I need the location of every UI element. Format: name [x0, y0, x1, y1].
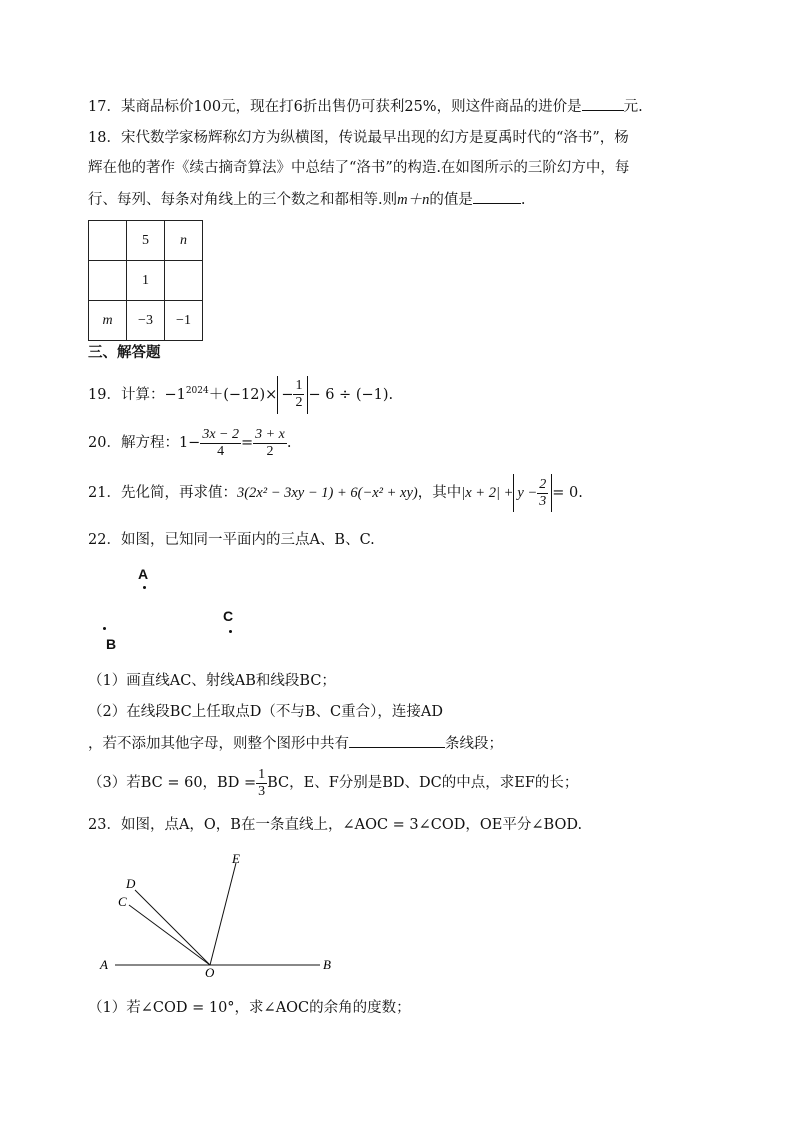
numerator: 1 — [258, 766, 266, 782]
question-20 — [88, 424, 291, 462]
question-text: 某商品标价100元，现在打6折出售仍可获利25%，则这件商品的进价是 — [120, 99, 582, 115]
question-text: 如图，已知同一平面内的三点A、B、C. — [120, 532, 375, 548]
question-text: 的值是 — [429, 192, 473, 208]
numerator: 1 — [295, 378, 303, 394]
math-term: −1 — [164, 386, 186, 403]
math-expression: 3(2x² − 3xy − 1) + 6(−x² + xy) — [236, 485, 418, 501]
numerator: 3 + x — [255, 426, 285, 442]
cell: −3 — [127, 301, 165, 341]
denominator: 4 — [217, 443, 225, 459]
question-label: 计算： — [120, 386, 165, 403]
question-number: 23． — [88, 817, 121, 833]
question-22-part-2-cont — [88, 733, 503, 754]
numerator: 2 — [539, 477, 547, 493]
question-21 — [88, 474, 583, 512]
question-19 — [88, 372, 393, 414]
denominator: 2 — [295, 395, 303, 411]
question-23 — [88, 815, 582, 835]
label-b: B — [323, 957, 331, 972]
question-22-part-3 — [88, 764, 578, 802]
ray-od — [135, 890, 210, 965]
fraction — [537, 477, 548, 510]
magic-square-table — [88, 220, 203, 341]
fraction — [293, 378, 304, 411]
math-term: = 0 — [552, 485, 579, 501]
label-a: A — [100, 957, 108, 972]
question-text: 行、每列、每条对角线上的三个数之和都相等.则 — [88, 192, 398, 208]
question-text: 如图，点A，O，B在一条直线上，∠AOC = 3∠COD，OE平分∠BOD. — [120, 817, 583, 833]
question-number: 21． — [88, 485, 121, 501]
denominator: 3 — [258, 783, 266, 799]
question-number: 17． — [88, 99, 121, 115]
math-term: 1− — [178, 435, 201, 451]
question-text: （3）若BC = 60，BD = — [88, 775, 257, 791]
question-17 — [88, 96, 643, 117]
unit-text: 元. — [623, 99, 643, 115]
question-22-part-2: （2）在线段BC上任取点D（不与B、C重合），连接AD — [88, 704, 443, 720]
math-term: |x + 2| + — [461, 485, 514, 501]
section-heading: 三、解答题 — [88, 344, 161, 361]
answer-blank[interactable] — [582, 96, 624, 111]
cell: −1 — [165, 301, 203, 341]
cell — [89, 261, 127, 301]
minus-sign: − — [281, 386, 294, 403]
point-label-b: B — [106, 636, 117, 652]
equals-sign: = — [241, 435, 254, 451]
cell — [89, 221, 127, 261]
ray-oe — [210, 863, 236, 965]
question-22 — [88, 530, 375, 550]
question-text: ，其中 — [417, 485, 462, 501]
point-a-dot — [143, 586, 146, 589]
fraction — [253, 427, 287, 460]
cell: 5 — [127, 221, 165, 261]
period: . — [578, 485, 583, 501]
absolute-value — [277, 376, 308, 414]
question-number: 20． — [88, 435, 121, 451]
ray-oc — [129, 905, 210, 965]
period: . — [286, 435, 292, 451]
math-term: y − — [517, 485, 538, 501]
period: . — [520, 192, 526, 208]
question-text: 条线段； — [445, 736, 503, 752]
question-22-part-1: （1）画直线AC、射线AB和线段BC； — [88, 673, 336, 689]
math-term: − 6 ÷ (−1). — [308, 386, 394, 403]
point-c-dot — [229, 630, 232, 633]
denominator: 3 — [539, 494, 547, 510]
answer-blank[interactable] — [473, 189, 521, 204]
absolute-value — [513, 474, 552, 512]
question-number: 18． — [88, 130, 121, 146]
label-o: O — [205, 965, 215, 980]
question-23-part-1: （1）若∠COD = 10°，求∠AOC的余角的度数； — [88, 1000, 411, 1016]
point-b-dot — [103, 627, 106, 630]
question-number: 19． — [88, 386, 121, 403]
fraction — [200, 427, 241, 460]
numerator: 3x − 2 — [202, 426, 239, 442]
math-term: ＋(−12)× — [208, 386, 278, 403]
cell: m — [89, 301, 127, 341]
angle-diagram — [95, 848, 345, 983]
question-text: 宋代数学家杨辉称幻方为纵横图，传说最早出现的幻方是夏禹时代的“洛书”，杨 — [120, 130, 629, 146]
question-18-line-3 — [88, 189, 525, 210]
label-c: C — [118, 894, 127, 909]
exponent: 2024 — [185, 386, 209, 396]
question-label: 先化简，再求值： — [120, 485, 237, 501]
label-e: E — [232, 851, 240, 866]
cell: n — [165, 221, 203, 261]
question-number: 22． — [88, 532, 121, 548]
question-18-line-1 — [88, 128, 629, 148]
question-18-line-2: 辉在他的著作《续古摘奇算法》中总结了“洛书”的构造.在如图所示的三阶幻方中，每 — [88, 160, 630, 176]
answer-blank[interactable] — [349, 733, 445, 748]
point-label-c: C — [223, 608, 234, 624]
point-label-a: A — [138, 566, 149, 582]
math-expression: m＋n — [397, 192, 430, 208]
label-d: D — [126, 876, 136, 891]
cell: 1 — [127, 261, 165, 301]
cell — [165, 261, 203, 301]
denominator: 2 — [266, 443, 274, 459]
question-label: 解方程： — [120, 435, 179, 451]
fraction — [256, 767, 267, 800]
question-text: ，若不添加其他字母，则整个图形中共有 — [88, 736, 349, 752]
question-text: BC，E、F分别是BD、DC的中点，求EF的长； — [267, 775, 579, 791]
